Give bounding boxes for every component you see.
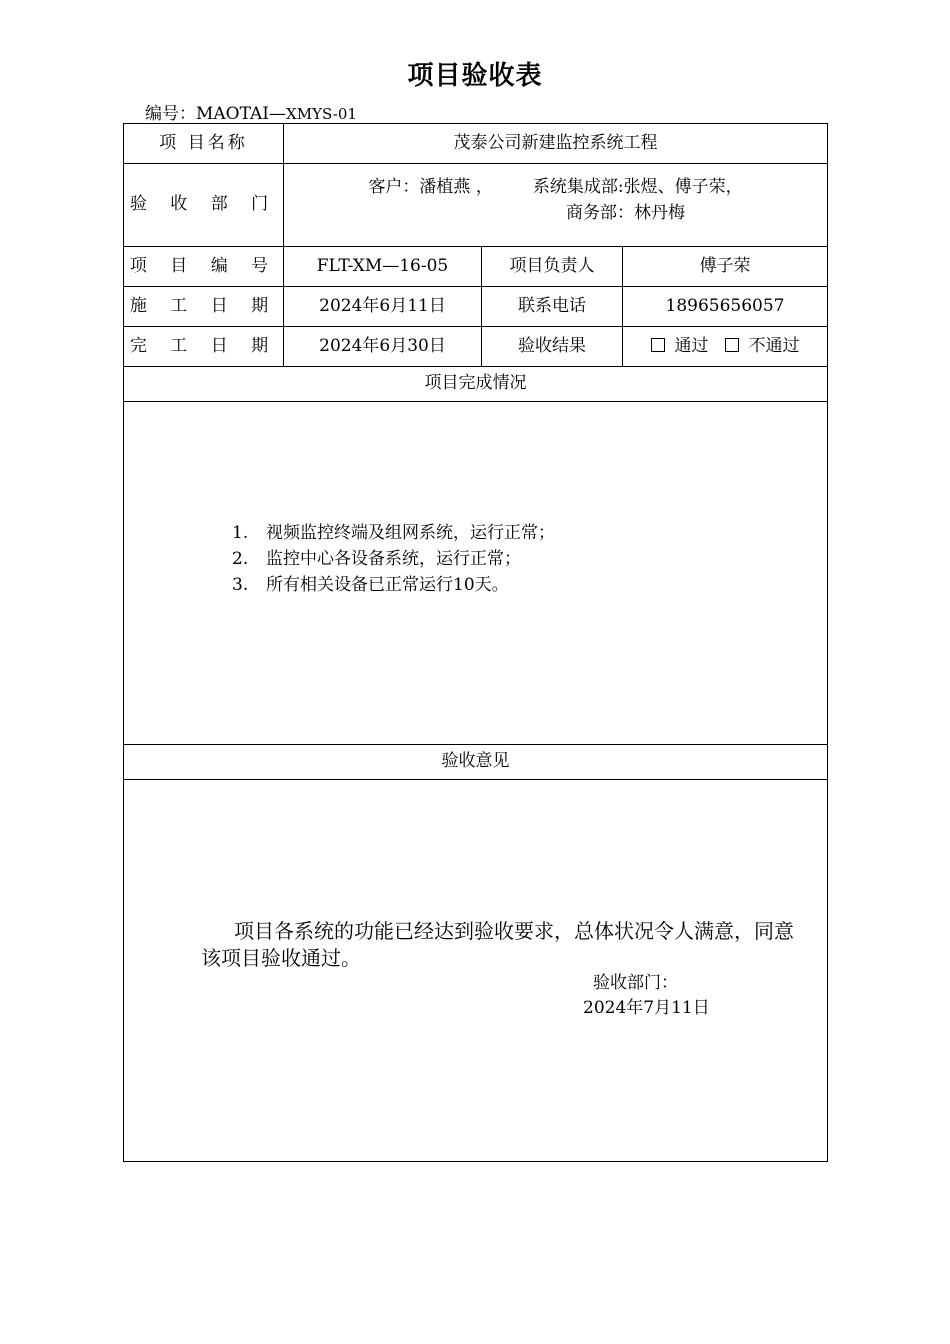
document-number	[145, 99, 357, 124]
project-name-label: 项 目名称	[124, 124, 284, 164]
signature-dept: 验收部门：	[593, 973, 678, 993]
end-date-value: 2024年6月30日	[284, 327, 482, 367]
list-item-number: 1.	[232, 523, 249, 543]
completion-list	[232, 520, 555, 598]
list-item-text: 所有相关设备已正常运行10天。	[266, 575, 509, 595]
pass-option[interactable]	[651, 336, 709, 356]
opinion-heading: 验收意见	[124, 745, 828, 780]
project-manager-label: 项目负责人	[482, 247, 623, 287]
document-number-code: MAOTAI—	[196, 104, 287, 124]
opinion-body	[124, 780, 828, 1162]
list-item-number: 2.	[232, 549, 249, 569]
business-dept-text: 商务部：林丹梅	[566, 203, 685, 223]
row-start-date	[124, 287, 828, 327]
result-options	[623, 327, 828, 367]
document-number-label: 编号：	[145, 104, 196, 124]
row-opinion-body	[124, 780, 828, 1162]
acceptance-dept-value	[284, 164, 828, 247]
completion-heading: 项目完成情况	[124, 367, 828, 402]
list-item-number: 3.	[232, 575, 249, 595]
row-opinion-heading	[124, 745, 828, 780]
row-completion-heading	[124, 367, 828, 402]
customer-text: 客户：潘植燕 ，	[368, 177, 493, 197]
pass-option-label: 通过	[674, 335, 709, 356]
document-number-suffix: XMYS-01	[286, 105, 357, 123]
acceptance-form-table	[123, 123, 828, 1162]
project-number-value: FLT-XM—16-05	[284, 247, 482, 287]
row-completion-body	[124, 402, 828, 745]
list-item-text: 监控中心各设备系统，运行正常；	[266, 549, 521, 569]
phone-label: 联系电话	[482, 287, 623, 327]
fail-option-label: 不通过	[748, 335, 800, 356]
signature-date: 2024年7月11日	[583, 998, 710, 1018]
project-manager-value: 傅子荣	[623, 247, 828, 287]
row-end-date	[124, 327, 828, 367]
fail-checkbox-icon[interactable]	[725, 338, 739, 352]
end-date-label: 完 工 日 期	[124, 327, 284, 367]
acceptance-dept-label: 验 收 部 门	[124, 164, 284, 247]
result-label: 验收结果	[482, 327, 623, 367]
phone-value: 18965656057	[623, 287, 828, 327]
row-acceptance-dept	[124, 164, 828, 247]
project-name-value: 茂泰公司新建监控系统工程	[284, 124, 828, 164]
list-item	[232, 520, 555, 546]
list-item	[232, 572, 555, 598]
fail-option[interactable]	[725, 336, 800, 356]
opinion-text: 项目各系统的功能已经达到验收要求，总体状况令人满意，同意该项目验收通过。	[201, 919, 794, 970]
list-item	[232, 546, 555, 572]
integration-dept-text: 系统集成部:张煜、傅子荣，	[532, 177, 743, 197]
row-project-number	[124, 247, 828, 287]
list-item-text: 视频监控终端及组网系统，运行正常；	[266, 523, 555, 543]
page-title: 项目验收表	[407, 61, 543, 91]
acceptance-dept-line1	[284, 174, 827, 200]
pass-checkbox-icon[interactable]	[651, 338, 665, 352]
row-project-name	[124, 124, 828, 164]
completion-body	[124, 402, 828, 745]
start-date-value: 2024年6月11日	[284, 287, 482, 327]
start-date-label: 施 工 日 期	[124, 287, 284, 327]
project-number-label: 项 目 编 号	[124, 247, 284, 287]
